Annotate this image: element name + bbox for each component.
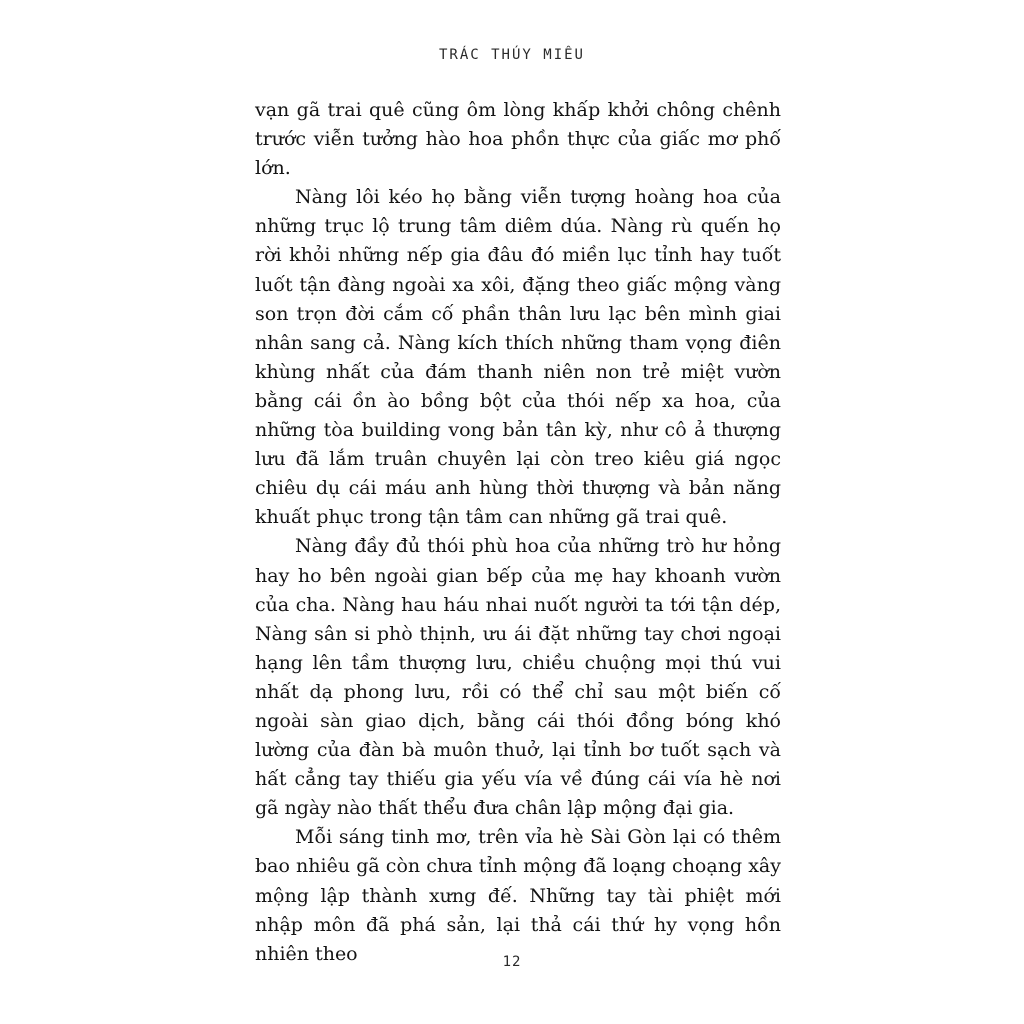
paragraph: Mỗi sáng tinh mơ, trên vỉa hè Sài Gòn lại có thêm bao nhiêu gã còn chưa tỉnh mộng đã loạng choạng xây mộng lập thành xưng đế. Những tay tài phiệt mới nhập môn đã phá sản, lại thả cái thứ hy vọng hồn nhiên theo [255, 826, 781, 965]
running-header-title: TRÁC THÚY MIÊU [438, 47, 585, 63]
body-text [255, 96, 781, 969]
page-number: 12 [502, 954, 522, 970]
paragraph: Nàng đầy đủ thói phù hoa của những trò hư hỏng hay ho bên ngoài gian bếp của mẹ hay khoanh vườn của cha. Nàng hau háu nhai nuốt người ta tới tận dép, Nàng sân si phò thịnh, ưu ái đặt những tay chơi ngoại hạng lên tầm thượng lưu, chiều chuộng mọi thú vui nhất dạ phong lưu, rồi có thể chỉ sau một biến cố ngoài sàn giao dịch, bằng cái thói đồng bóng khó lường của đàn bà muôn thuở, lại tỉnh bơ tuốt sạch và hất cẳng tay thiếu gia yếu vía về đúng cái vía hè nơi gã ngày nào thất thểu đưa chân lập mộng đại gia. [255, 535, 781, 820]
paragraph-continuation: vạn gã trai quê cũng ôm lòng khấp khởi chông chênh trước viễn tưởng hào hoa phồn thực của giấc mơ phố lớn. [255, 99, 781, 180]
paragraph: Nàng lôi kéo họ bằng viễn tượng hoàng hoa của những trục lộ trung tâm diêm dúa. Nàng rù quến họ rời khỏi những nếp gia đâu đó miền lục tỉnh hay tuốt luốt tận đàng ngoài xa xôi, đặng theo giấc mộng vàng son trọn đời cắm cố phần thân lưu lạc bên mình giai nhân sang cả. Nàng kích thích những tham vọng điên khùng nhất của đám thanh niên non trẻ miệt vườn bằng cái ồn ào bồng bột của thói nếp xa hoa, của những tòa building vong bản tân kỳ, như cô ả thượng lưu đã lắm truân chuyên lại còn treo kiêu giá ngọc chiêu dụ cái máu anh hùng thời thượng và bản năng khuất phục trong tận tâm can những gã trai quê. [255, 186, 781, 529]
